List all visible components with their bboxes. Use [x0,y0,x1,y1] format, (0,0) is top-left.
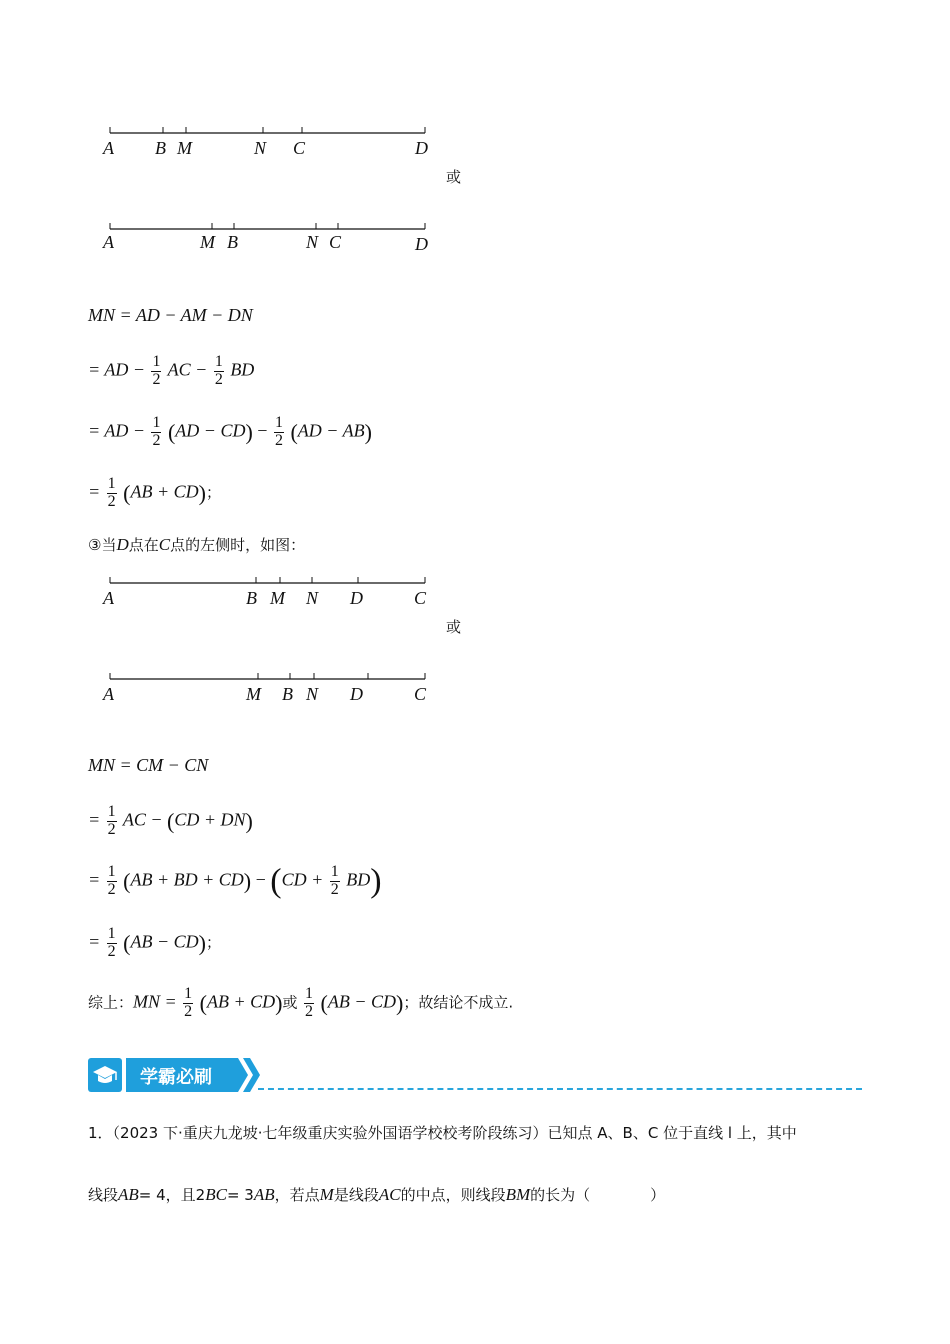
point-label-c: C [414,684,427,704]
point-label-d: D [350,684,363,704]
point-label-d: D [415,234,428,254]
segment-diagram-4 [100,670,440,711]
point-label-a: A [103,232,114,252]
point-label-a: A [103,588,114,608]
equation-line: = $\frac{1}{2}$ (AB + BD + CD) − (CD + $\frac{1}{2}$ BD) [88,862,382,900]
point-label-b: B [155,138,166,158]
equation-line: MN = CM − CN [88,755,209,775]
point-label-n: N [306,684,319,704]
section-banner [88,1058,263,1097]
point-label-b: B [282,684,293,704]
banner-title: 学霸必刷 [140,1067,212,1088]
graduation-cap-icon [88,1058,122,1092]
equation-line: = $\frac{1}{2}$ AC − (CD + DN) [88,803,253,838]
point-label-b: B [246,588,257,608]
segment-diagram-3 [100,574,440,615]
point-label-d: D [350,588,363,608]
or-text-2: 或 [446,618,462,636]
point-label-n: N [306,588,319,608]
equation-line: = $\frac{1}{2}$ (AB + CD)； [88,475,221,510]
point-label-d: D [415,138,428,158]
segment-diagram-1 [100,124,440,165]
banner-divider [258,1088,862,1090]
equation-line: = AD − $\frac{1}{2}$ (AD − CD) − $\frac{1}{2}$ (AD − AB) [88,414,372,449]
point-label-c: C [293,138,306,158]
point-label-n: N [306,232,319,252]
point-label-c: C [329,232,342,252]
point-label-m: M [177,138,192,158]
equation-line: MN = AD − AM − DN [88,305,253,325]
summary-line: 综上：MN = $\frac{1}{2}$ (AB + CD)或 $\frac{1}{2}$ (AB − CD)；故结论不成立. [88,985,514,1020]
point-label-c: C [414,588,427,608]
question-line-1: 1．（2023 下·重庆九龙坡·七年级重庆实验外国语学校校考阶段练习）已知点 A、B、C 位于直线 l 上，其中 [88,1124,797,1142]
equation-line: = $\frac{1}{2}$ (AB − CD)； [88,925,221,960]
point-label-n: N [254,138,267,158]
question-line-2: 线段AB= 4，且2BC= 3AB，若点M是线段AC的中点，则线段BM的长为（ ） [88,1185,666,1204]
segment-diagram-2 [100,220,440,261]
point-label-m: M [270,588,285,608]
point-label-a: A [103,684,114,704]
case-heading: ③当D点在C点的左侧时，如图： [88,535,306,554]
or-text-1: 或 [446,168,462,186]
point-label-b: B [227,232,238,252]
point-label-a: A [103,138,114,158]
point-label-m: M [246,684,261,704]
equation-line: = AD − $\frac{1}{2}$ AC − $\frac{1}{2}$ BD [88,353,255,388]
point-label-m: M [200,232,215,252]
